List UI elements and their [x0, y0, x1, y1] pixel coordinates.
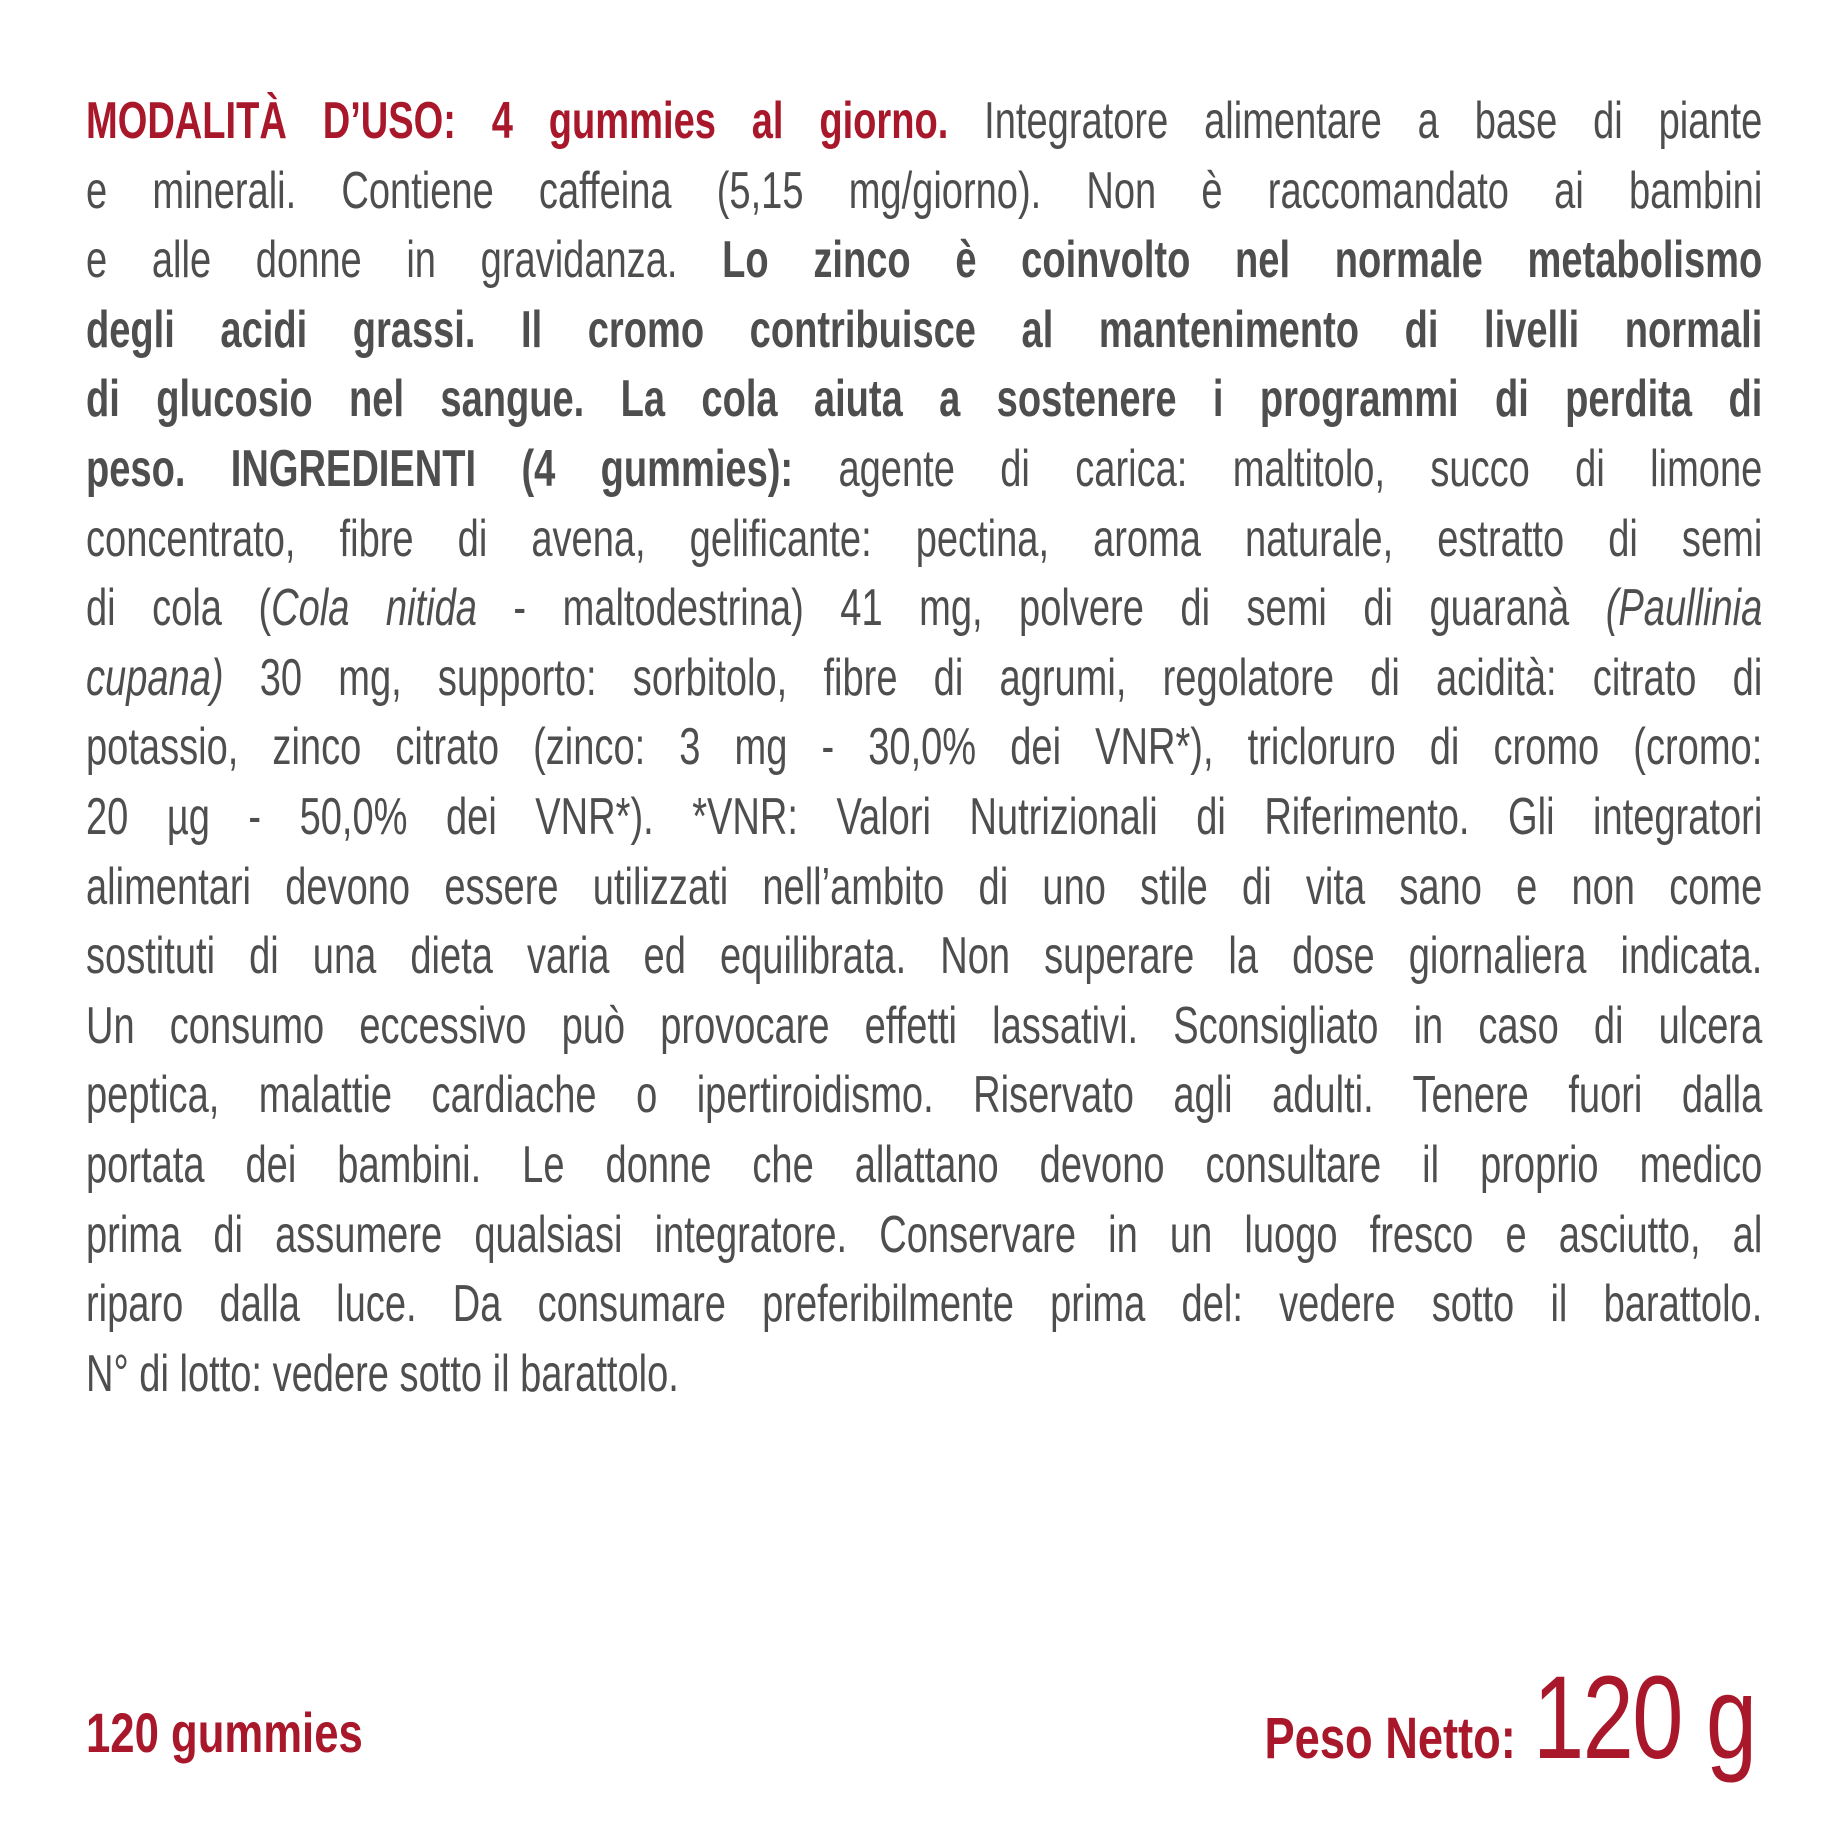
botanical-name: cupana) [86, 648, 224, 707]
label-text: e alle donne in gravidanza. [86, 231, 723, 290]
label-text: portata dei bambini. Le donne che allattano devono consultare il proprio medico [86, 1136, 1763, 1194]
net-weight-value: 120 g [1533, 1652, 1756, 1784]
label-text: peptica, malattie cardiache o ipertiroidismo. Riservato agli adulti. Tenere fuori dalla [86, 1066, 1763, 1125]
label-text: e minerali. Contiene caffeina (5,15 mg/giorno). Non è raccomandato ai bambini [86, 161, 1763, 220]
label-text: agente di carica: maltitolo, succo di limone [838, 440, 1763, 498]
label-text: potassio, zinco citrato (zinco: 3 mg - 30,0% dei VNR*), tricloruro di cromo (cromo: [86, 718, 1763, 777]
label-text: Un consumo eccessivo può provocare effetti lassativi. Sconsigliato in caso di ulcera [86, 996, 1763, 1055]
botanical-name: (Paullinia [1605, 579, 1763, 638]
botanical-name: Cola nitida [271, 579, 477, 638]
label-text: concentrato, fibre di avena, gelificante: pectina, aroma naturale, estratto di semi [86, 509, 1763, 568]
label-text: di glucosio nel sangue. La cola aiuta a sostenere i programmi di perdita di [86, 370, 1763, 429]
label-text: - maltodestrina) 41 mg, polvere di semi di guaranà [476, 579, 1606, 638]
label-text: peso. INGREDIENTI (4 gummies): [86, 440, 839, 498]
gummies-count: 120 gummies [86, 1701, 363, 1764]
label-text: 20 µg - 50,0% dei VNR*). *VNR: Valori Nutrizionali di Riferimento. Gli integratori [86, 788, 1763, 846]
usage-heading: MODALITÀ D’USO: 4 gummies al giorno. [86, 92, 985, 150]
label-text: Lo zinco è coinvolto nel normale metabolismo [722, 231, 1763, 290]
label-text: alimentari devono essere utilizzati nell’ambito di uno stile di vita sano e non come [86, 857, 1763, 916]
net-weight [1265, 1650, 1756, 1786]
label-text: N° di lotto: vedere sotto il barattolo. [86, 1344, 679, 1403]
net-weight-label: Peso Netto: [1264, 1706, 1517, 1771]
label-line [86, 1333, 1762, 1415]
label-text: riparo dalla luce. Da consumare preferibilmente prima del: vedere sotto il barattolo. [86, 1275, 1763, 1334]
label-text: sostituti di una dieta varia ed equilibrata. Non superare la dose giornaliera indicata. [86, 927, 1763, 986]
label-text: di cola ( [86, 579, 272, 638]
label-text: prima di assumere qualsiasi integratore. Conservare in un luogo fresco e asciutto, al [86, 1205, 1763, 1264]
label-text: 30 mg, supporto: sorbitolo, fibre di agrumi, regolatore di acidità: citrato di [223, 648, 1763, 707]
label-text: degli acidi grassi. Il cromo contribuisce al mantenimento di livelli normali [86, 300, 1763, 359]
label-text: Integratore alimentare a base di piante [984, 92, 1763, 150]
